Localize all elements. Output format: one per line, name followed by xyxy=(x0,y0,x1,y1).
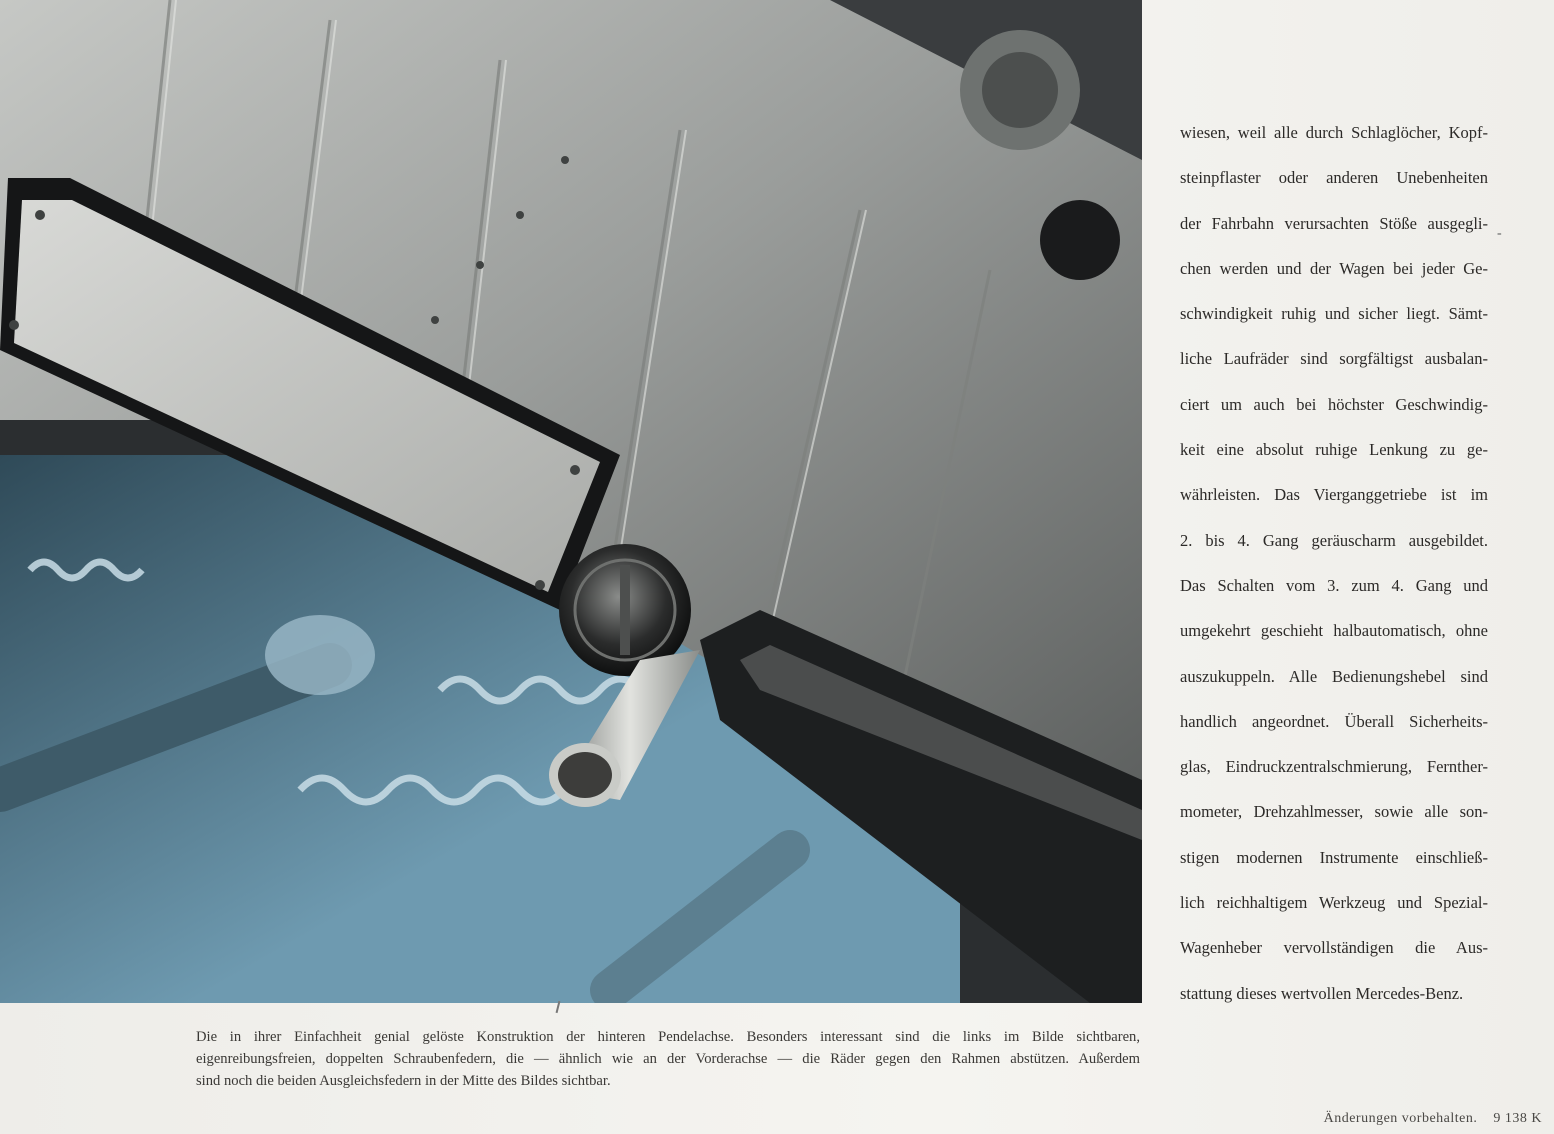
body-text-line: lich reichhaltigem Werkzeug und Spezial- xyxy=(1180,893,1488,913)
page-footer xyxy=(1324,1111,1542,1127)
body-text-line: schwindigkeit ruhig und sicher liegt. Sämt- xyxy=(1180,304,1488,324)
body-text-line: der Fahrbahn verursachten Stöße ausgegli- xyxy=(1180,213,1488,233)
body-text-line: keit eine absolut ruhige Lenkung zu ge- xyxy=(1180,440,1488,460)
body-text-line: chen werden und der Wagen bei jeder Ge- xyxy=(1180,258,1488,278)
body-text-line: Das Schalten vom 3. zum 4. Gang und xyxy=(1180,575,1488,595)
body-text-line: wiesen, weil alle durch Schlaglöcher, Kopf- xyxy=(1180,123,1488,142)
footer-code: 9 138 K xyxy=(1493,1111,1542,1126)
caption-line: sind noch die beiden Ausgleichsfedern in der Mitte des Bildes sichtbar. xyxy=(196,1073,611,1089)
body-text-line: mometer, Drehzahlmesser, sowie alle son- xyxy=(1180,802,1488,822)
caption-line: eigenreibungsfreien, doppelten Schraubenfedern, die — ähnlich wie an der Vorderachse — die Räder gegen den Rahmen abstützen. Außerdem xyxy=(196,1051,1140,1067)
footer-note: Änderungen vorbehalten. xyxy=(1323,1111,1478,1126)
body-text-line: liche Laufräder sind sorgfältigst ausbalan- xyxy=(1180,349,1488,369)
body-text-line: steinpflaster oder anderen Unebenheiten xyxy=(1180,168,1488,188)
body-text-line: währleisten. Das Vierganggetriebe ist im xyxy=(1180,485,1488,505)
body-text-line: umgekehrt geschieht halbautomatisch, ohne xyxy=(1180,621,1488,641)
caption-line: Die in ihrer Einfachheit genial gelöste Konstruktion der hinteren Pendelachse. Besonders interessant sind die links im Bilde sichtbaren, xyxy=(196,1029,1140,1045)
body-text-column xyxy=(1180,110,1488,1016)
body-text-line: handlich angeordnet. Überall Sicherheits- xyxy=(1180,711,1488,731)
body-text-line: ciert um auch bei höchster Geschwindig- xyxy=(1180,394,1488,414)
body-text-line: glas, Eindruckzentralschmierung, Fernther- xyxy=(1180,757,1488,777)
photo-caption xyxy=(196,1026,1140,1092)
body-text-line: auszukuppeln. Alle Bedienungshebel sind xyxy=(1180,666,1488,686)
body-text-line: stattung dieses wertvollen Mercedes-Benz. xyxy=(1180,983,1464,1003)
body-text-line: 2. bis 4. Gang geräuscharm ausgebildet. xyxy=(1180,530,1488,550)
margin-mark: - xyxy=(1497,226,1502,241)
body-text-line: stigen modernen Instrumente einschließ- xyxy=(1180,847,1488,867)
body-text-line: Wagenheber vervollständigen die Aus- xyxy=(1180,938,1488,958)
